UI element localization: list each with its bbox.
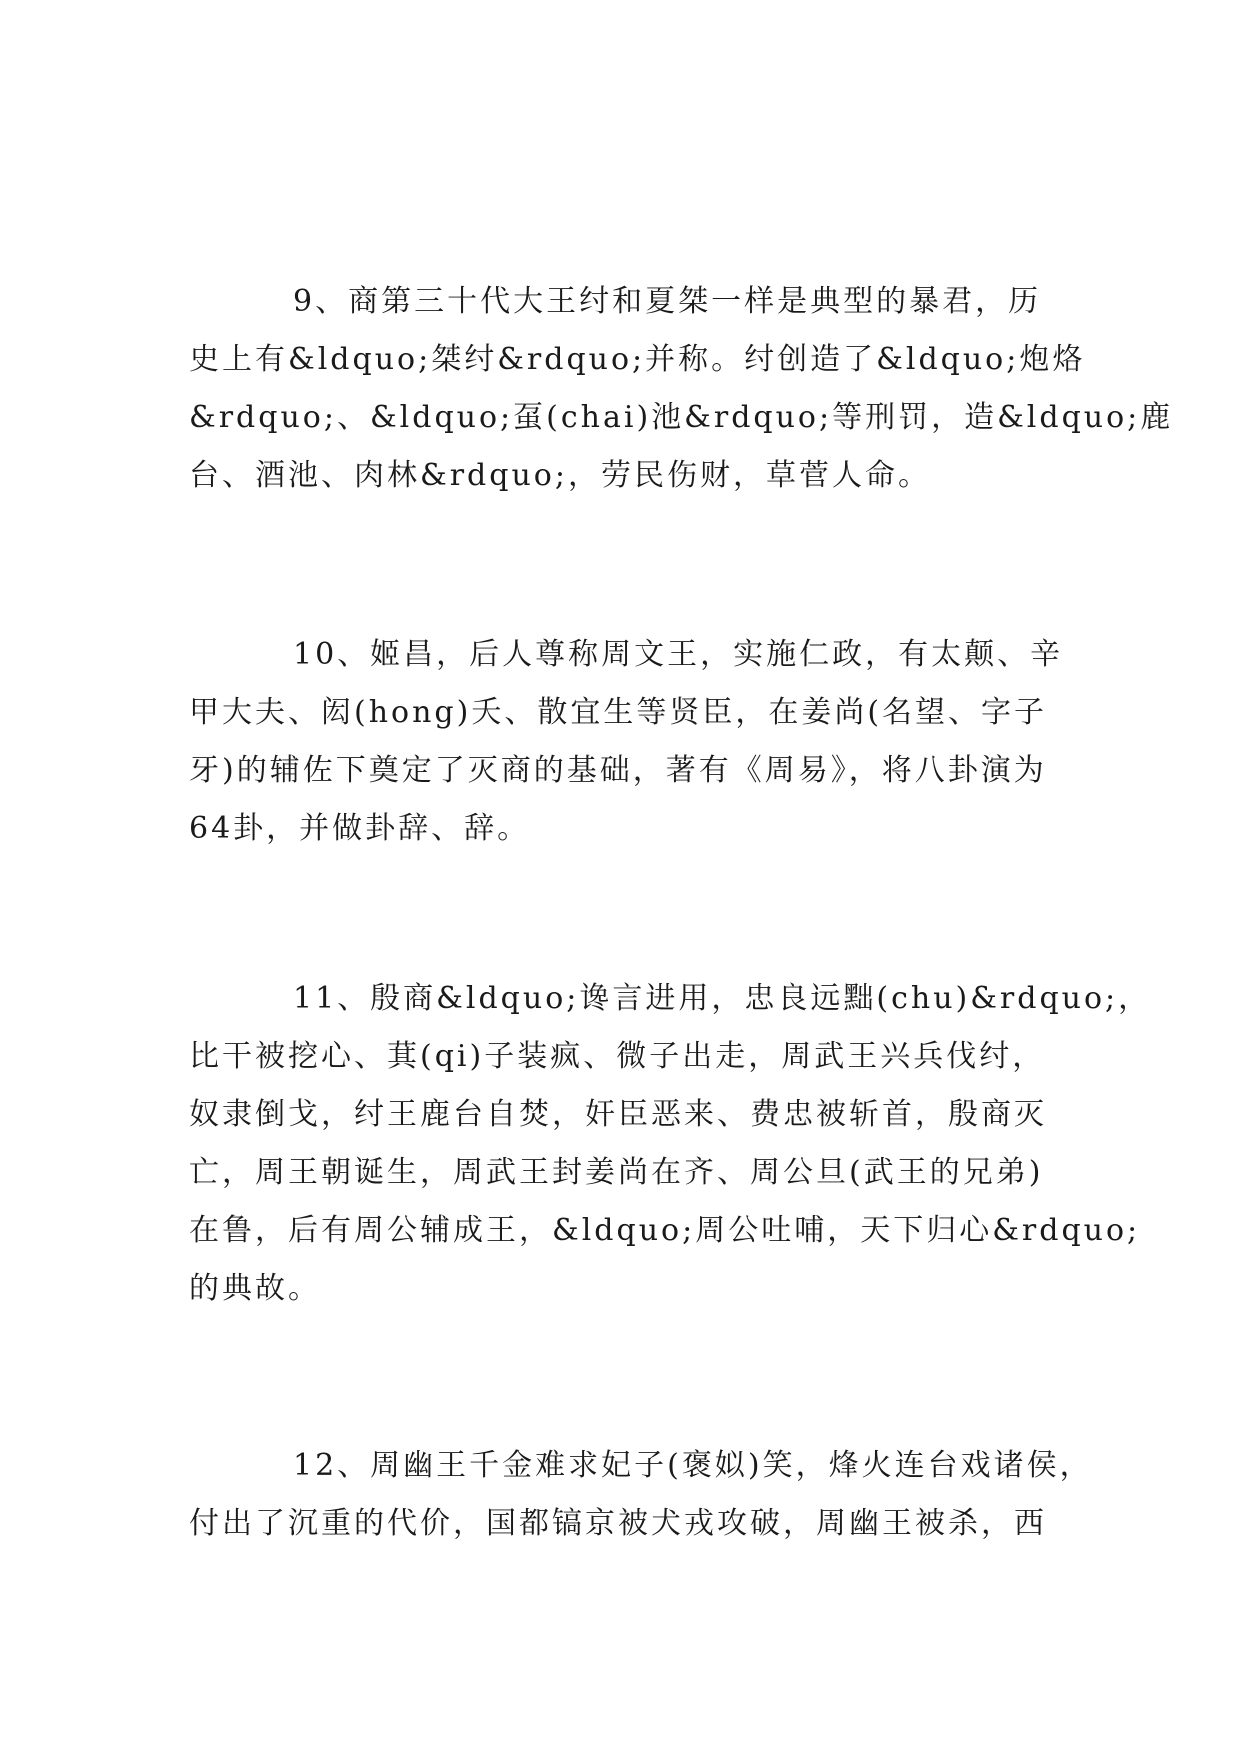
paragraph-line: &rdquo;、&ldquo;虿(chai)池&rdquo;等刑罚，造&ldquo;鹿 [189,400,1174,435]
paragraph-10 [189,626,1064,858]
paragraph-line: 亡，周王朝诞生，周武王封姜尚在齐、周公旦(武王的兄弟) [189,1155,1044,1190]
paragraph-12 [189,1437,1093,1553]
paragraph-line: 付出了沉重的代价，国都镐京被犬戎攻破，周幽王被杀，西 [189,1506,1047,1541]
paragraph-line: 甲大夫、闳(hong)夭、散宜生等贤臣，在姜尚(名望、字子 [189,695,1048,730]
paragraph-line: 的典故。 [189,1271,321,1306]
paragraph-line: 史上有&ldquo;桀纣&rdquo;并称。纣创造了&ldquo;炮烙 [189,342,1086,377]
paragraph-line: 牙)的辅佐下奠定了灭商的基础，著有《周易》，将八卦演为 [189,753,1047,788]
paragraph-line: 台、酒池、肉林&rdquo;，劳民伤财，草菅人命。 [189,458,931,493]
paragraph-9 [189,273,1174,505]
paragraph-line: 12、周幽王千金难求妃子(褒姒)笑，烽火连台戏诸侯， [293,1448,1093,1483]
paragraph-line: 64卦，并做卦辞、辞。 [189,811,531,846]
paragraph-line: 在鲁，后有周公辅成王，&ldquo;周公吐哺，天下归心&rdquo; [189,1213,1141,1248]
paragraph-line: 10、姬昌，后人尊称周文王，实施仁政，有太颠、辛 [293,637,1064,672]
paragraph-line: 比干被挖心、萁(qi)子装疯、微子出走，周武王兴兵伐纣， [189,1039,1046,1074]
paragraph-line: 9、商第三十代大王纣和夏桀一样是典型的暴君，历 [293,284,1042,319]
paragraph-line: 奴隶倒戈，纣王鹿台自焚，奸臣恶来、费忠被斩首，殷商灭 [189,1097,1047,1132]
paragraph-line: 11、殷商&ldquo;谗言进用，忠良远黜(chu)&rdquo;， [293,981,1152,1016]
paragraph-11 [189,970,1152,1318]
